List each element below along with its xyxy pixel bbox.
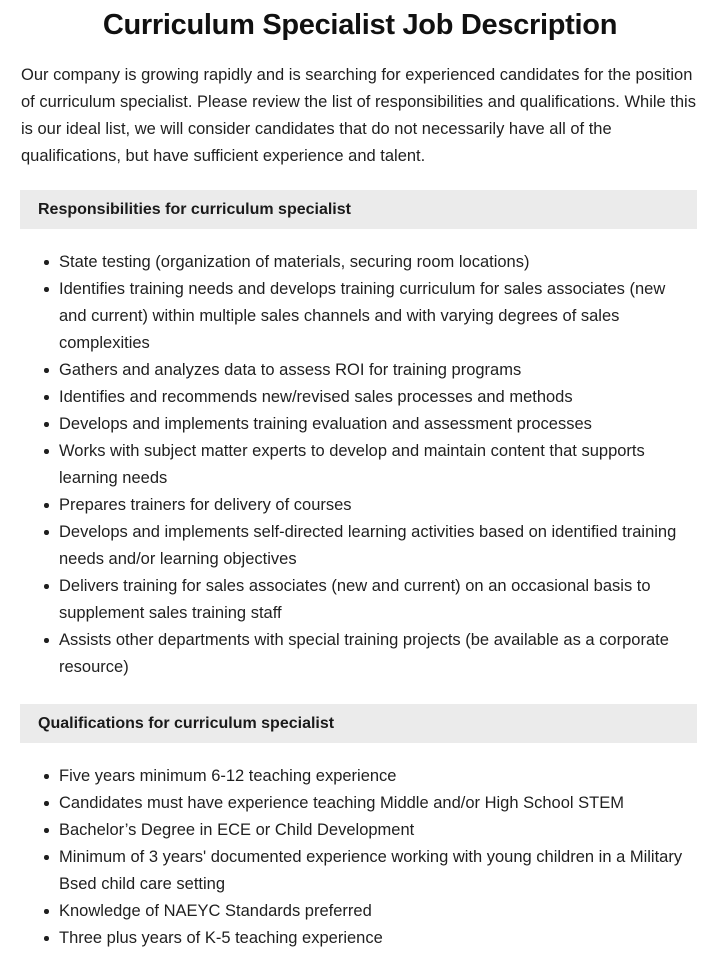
list-item: Prepares trainers for delivery of courses [0,492,720,519]
qualifications-list [0,763,720,952]
list-item: Identifies training needs and develops training curriculum for sales associates (new and current) within multiple sales channels and with varying degrees of sales complexities [0,276,720,357]
list-item: Minimum of 3 years' documented experience working with young children in a Military Bsed child care setting [0,844,720,898]
list-item: Develops and implements training evaluation and assessment processes [0,411,720,438]
list-item: Knowledge of NAEYC Standards preferred [0,898,720,925]
list-item: Gathers and analyzes data to assess ROI for training programs [0,357,720,384]
section-heading-responsibilities: Responsibilities for curriculum specialist [38,200,351,218]
list-item: Assists other departments with special training projects (be available as a corporate resource) [0,627,720,681]
list-item: Bachelor’s Degree in ECE or Child Development [0,817,720,844]
spacer [0,681,720,704]
section-heading-qualifications: Qualifications for curriculum specialist [38,714,335,732]
list-item: Delivers training for sales associates (new and current) on an occasional basis to supplement sales training staff [0,573,720,627]
list-item: Identifies and recommends new/revised sales processes and methods [0,384,720,411]
list-item: Develops and implements self-directed learning activities based on identified training needs and/or learning objectives [0,519,720,573]
list-item: Five years minimum 6-12 teaching experience [0,763,720,790]
intro-paragraph: Our company is growing rapidly and is searching for experienced candidates for the position of curriculum specialist. Please review the list of responsibilities and qualifications. While this is our ideal list, we will consider candidates that do not necessarily have all of the qualifications, but have sufficient experience and talent. [21,66,696,165]
page-title: Curriculum Specialist Job Description [102,9,618,41]
section-header-bar-qualifications [20,704,697,743]
list-item: Three plus years of K-5 teaching experience [0,925,720,952]
spacer [0,743,720,763]
list-item: State testing (organization of materials, securing room locations) [0,249,720,276]
spacer [0,170,720,190]
section-header-bar-responsibilities [20,190,697,229]
list-item: Candidates must have experience teaching Middle and/or High School STEM [0,790,720,817]
responsibilities-list [0,249,720,681]
section-qualifications [0,704,720,952]
section-responsibilities [0,190,720,681]
spacer [0,229,720,249]
list-item: Works with subject matter experts to develop and maintain content that supports learning needs [0,438,720,492]
